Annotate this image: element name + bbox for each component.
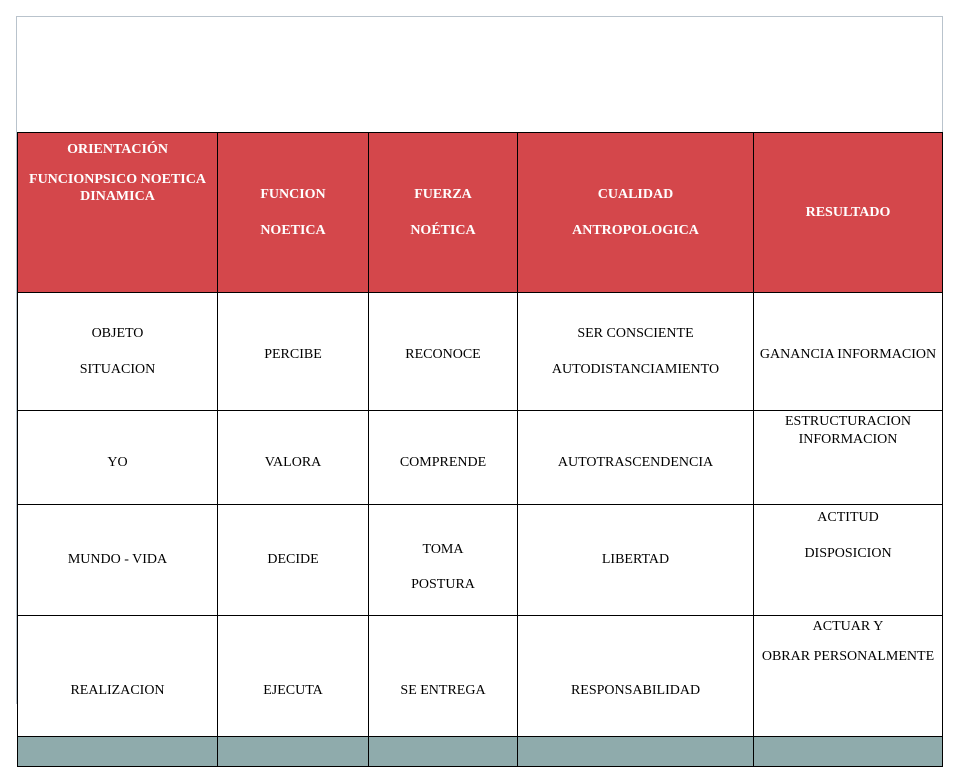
cell-orientacion: MUNDO - VIDA [18, 505, 218, 616]
cell-funcion: DECIDE [218, 505, 369, 616]
cell-cualidad: AUTOTRASCENDENCIA [518, 411, 754, 505]
cell-cualidad: LIBERTAD [518, 505, 754, 616]
header-orientacion [18, 133, 218, 293]
header-funcion-noetica [218, 133, 369, 293]
cell-fuerza: RECONOCE [369, 293, 518, 411]
footer-cell [18, 737, 218, 767]
cell-line: POSTURA [411, 577, 475, 592]
cell-line: AUTODISTANCIAMIENTO [551, 361, 720, 377]
cell-fuerza: SE ENTREGA [369, 616, 518, 737]
table-header-row [18, 133, 943, 293]
cell-cualidad [518, 293, 754, 411]
footer-cell [218, 737, 369, 767]
header-resultado: RESULTADO [754, 133, 943, 293]
cell-fuerza [369, 505, 518, 616]
header-fuerza-noetica [369, 133, 518, 293]
cell-line: ACTUAR Y [812, 619, 884, 634]
table-row [18, 293, 943, 411]
cell-line: ACTITUD [817, 510, 879, 525]
table-row [18, 616, 943, 737]
cell-line: TOMA [422, 541, 464, 557]
cell-resultado: GANANCIA INFORMACION [754, 293, 943, 411]
cell-orientacion [18, 293, 218, 411]
cell-line: OBJETO [91, 326, 144, 341]
cell-resultado: ESTRUCTURACION INFORMACION [754, 411, 943, 505]
footer-cell [369, 737, 518, 767]
header-funcion-line1: FUNCION [260, 187, 326, 202]
footer-cell [518, 737, 754, 767]
header-fuerza-line2: NOÉTICA [410, 222, 476, 238]
cell-funcion: PERCIBE [218, 293, 369, 411]
cell-funcion: VALORA [218, 411, 369, 505]
header-cualidad-line1: CUALIDAD [597, 187, 674, 202]
footer-cell [754, 737, 943, 767]
header-cualidad-antropologica [518, 133, 754, 293]
cell-orientacion: REALIZACION [18, 616, 218, 737]
cell-fuerza: COMPRENDE [369, 411, 518, 505]
header-orientacion-title: ORIENTACIÓN [67, 142, 168, 157]
cell-line: DISPOSICION [804, 545, 892, 561]
cell-cualidad: RESPONSABILIDAD [518, 616, 754, 737]
header-orientacion-subtitle: FUNCIONPSICO NOETICA DINAMICA [29, 171, 206, 204]
cell-funcion: EJECUTA [218, 616, 369, 737]
table-row [18, 411, 943, 505]
table-row [18, 505, 943, 616]
cell-orientacion: YO [18, 411, 218, 505]
table-footer-row [18, 737, 943, 767]
cell-resultado [754, 616, 943, 737]
cell-line: SER CONSCIENTE [577, 326, 694, 341]
cell-line: OBRAR PERSONALMENTE [761, 648, 935, 664]
header-funcion-line2: NOETICA [260, 222, 326, 238]
orientation-table [17, 132, 943, 767]
cell-resultado [754, 505, 943, 616]
header-fuerza-line1: FUERZA [414, 187, 472, 202]
cell-line: SITUACION [79, 361, 156, 377]
header-cualidad-line2: ANTROPOLOGICA [572, 222, 699, 238]
